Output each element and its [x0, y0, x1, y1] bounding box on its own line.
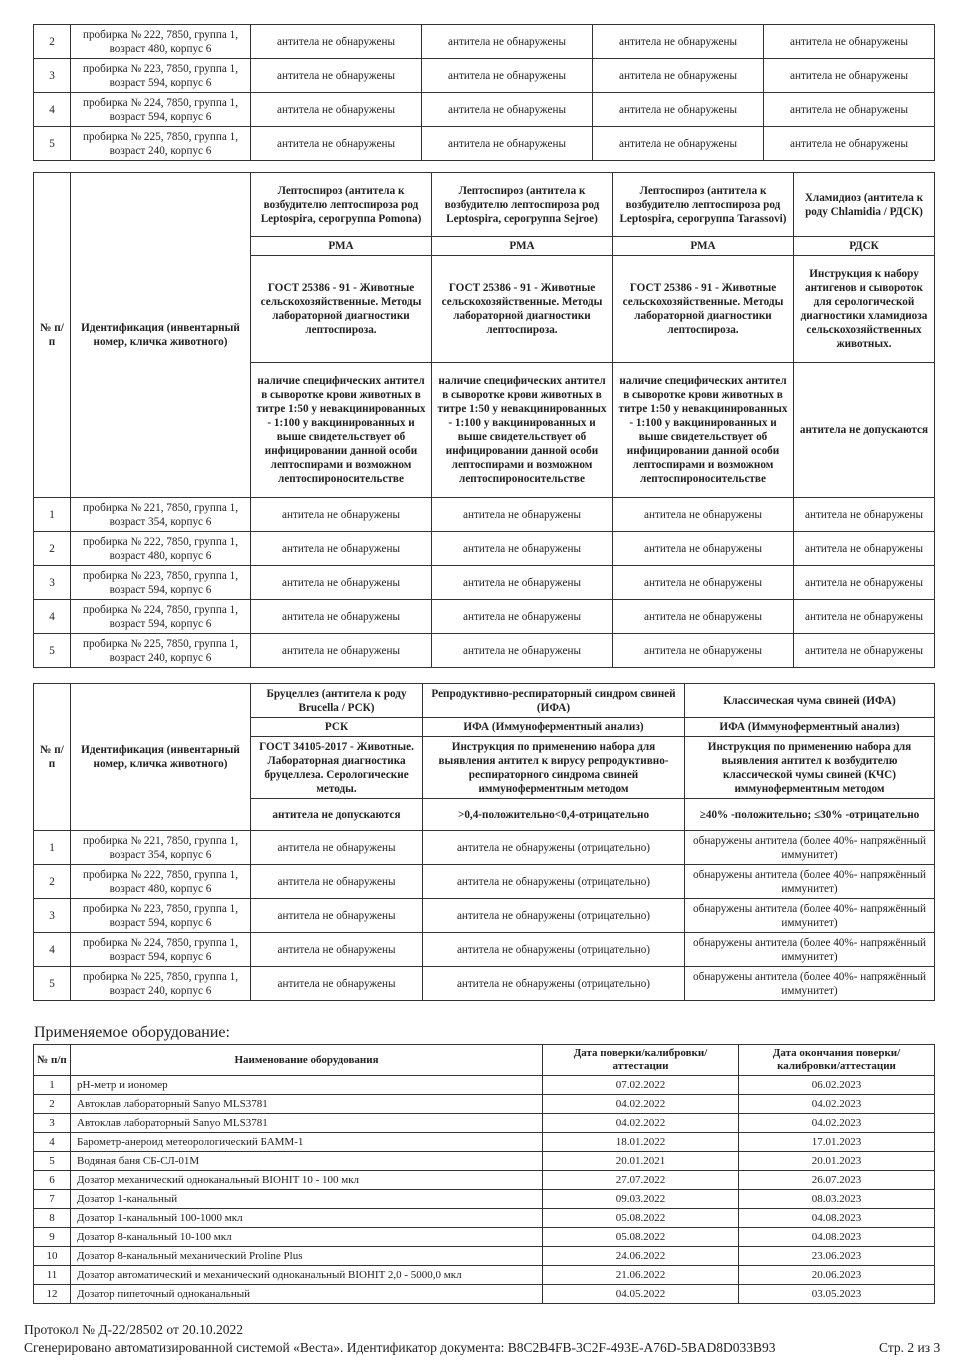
equipment-expiry-date: 03.05.2023 — [739, 1285, 935, 1304]
equipment-row — [34, 1247, 935, 1266]
equipment-check-date: 20.01.2021 — [543, 1152, 739, 1171]
equipment-expiry-date: 20.01.2023 — [739, 1152, 935, 1171]
result-cell: антитела не обнаружены — [613, 634, 794, 668]
test-name: Лептоспироз (антитела к возбудителю лептоспироза род Leptospira, серогруппа Sejroe) — [432, 173, 613, 237]
table-row — [34, 634, 935, 668]
table-row — [34, 566, 935, 600]
equipment-num: 10 — [34, 1247, 71, 1266]
equipment-header-num: № п/п — [34, 1045, 71, 1076]
footer-generated: Сгенерировано автоматизированной системой «Веста». Идентификатор документа: B8C2B4FB-3C2F-493E-A76D-5BAD8D033B93 — [24, 1340, 776, 1355]
equipment-expiry-date: 06.02.2023 — [739, 1076, 935, 1095]
result-cell: антитела не обнаружены — [251, 93, 422, 127]
test-method: ИФА (Иммуноферментный анализ) — [423, 718, 685, 737]
result-cell: антитела не обнаружены — [251, 25, 422, 59]
result-cell: антитела не обнаружены — [432, 600, 613, 634]
row-number: 3 — [34, 59, 71, 93]
header-num: № п/п — [34, 173, 71, 498]
sample-identification: пробирка № 221, 7850, группа 1, возраст 354, корпус 6 — [71, 498, 251, 532]
table-row — [34, 933, 935, 967]
equipment-check-date: 07.02.2022 — [543, 1076, 739, 1095]
test-name: Хламидиоз (антитела к роду Chlamidia / РДСК) — [794, 173, 935, 237]
equipment-name: Дозатор 8-канальный механический Proline Plus — [71, 1247, 543, 1266]
equipment-check-date: 18.01.2022 — [543, 1133, 739, 1152]
brucellosis-prrs-csf-table — [33, 683, 935, 1001]
result-cell: антитела не обнаружены — [794, 566, 935, 600]
equipment-row — [34, 1190, 935, 1209]
equipment-row — [34, 1152, 935, 1171]
result-cell: антитела не обнаружены (отрицательно) — [423, 967, 685, 1001]
test-name: Репродуктивно-респираторный синдром свиней (ИФА) — [423, 684, 685, 718]
sample-identification: пробирка № 222, 7850, группа 1, возраст 480, корпус 6 — [71, 25, 251, 59]
equipment-expiry-date: 23.06.2023 — [739, 1247, 935, 1266]
equipment-header-expiry: Дата окончания поверки/калибровки/аттестации — [739, 1045, 935, 1076]
test-doc: Инструкция по применению набора для выявления антител к возбудителю классической чумы свиней (КЧС) иммуноферментным методом — [685, 737, 935, 799]
row-number: 5 — [34, 634, 71, 668]
result-cell: антитела не обнаружены — [432, 532, 613, 566]
equipment-name: Дозатор механический одноканальный BIOHIT 10 - 100 мкл — [71, 1171, 543, 1190]
test-method: ИФА (Иммуноферментный анализ) — [685, 718, 935, 737]
equipment-header-row — [34, 1045, 935, 1076]
result-cell: антитела не обнаружены (отрицательно) — [423, 899, 685, 933]
row-number: 4 — [34, 600, 71, 634]
results-table-continued — [33, 24, 935, 161]
equipment-num: 9 — [34, 1228, 71, 1247]
result-cell: антитела не обнаружены — [432, 566, 613, 600]
table-row — [34, 59, 935, 93]
result-cell: антитела не обнаружены — [251, 865, 423, 899]
row-number: 3 — [34, 899, 71, 933]
sample-identification: пробирка № 223, 7850, группа 1, возраст 594, корпус 6 — [71, 566, 251, 600]
header-identification: Идентификация (инвентарный номер, кличка животного) — [71, 684, 251, 831]
equipment-name: Автоклав лабораторный Sanyo MLS3781 — [71, 1095, 543, 1114]
test-norm: >0,4-положительно<0,4-отрицательно — [423, 799, 685, 831]
equipment-row — [34, 1133, 935, 1152]
result-cell: антитела не обнаружены — [251, 634, 432, 668]
equipment-num: 3 — [34, 1114, 71, 1133]
equipment-expiry-date: 08.03.2023 — [739, 1190, 935, 1209]
equipment-expiry-date: 04.02.2023 — [739, 1095, 935, 1114]
row-number: 3 — [34, 566, 71, 600]
header-row-name — [34, 173, 935, 237]
result-cell: антитела не обнаружены (отрицательно) — [423, 865, 685, 899]
test-name: Бруцеллез (антитела к роду Brucella / РСК) — [251, 684, 423, 718]
test-name: Лептоспироз (антитела к возбудителю лептоспироза род Leptospira, серогруппа Pomona) — [251, 173, 432, 237]
test-norm: наличие специфических антител в сыворотке крови животных в титре 1:50 у невакцинированных - 1:100 у вакцинированных и выше свидетельствует об инфицировании данной особи лептоспирами и возможном лептоспироносительстве — [613, 363, 794, 498]
equipment-num: 8 — [34, 1209, 71, 1228]
test-method: РМА — [432, 237, 613, 256]
result-cell: антитела не обнаружены — [432, 498, 613, 532]
result-cell: антитела не обнаружены — [794, 498, 935, 532]
sample-identification: пробирка № 225, 7850, группа 1, возраст 240, корпус 6 — [71, 634, 251, 668]
equipment-check-date: 05.08.2022 — [543, 1209, 739, 1228]
test-name: Лептоспироз (антитела к возбудителю лептоспироза род Leptospira, серогруппа Tarassovi) — [613, 173, 794, 237]
equipment-name: Дозатор автоматический и механический одноканальный BIOHIT 2,0 - 5000,0 мкл — [71, 1266, 543, 1285]
result-cell: антитела не обнаружены — [432, 634, 613, 668]
equipment-num: 1 — [34, 1076, 71, 1095]
equipment-name: Дозатор 1-канальный 100-1000 мкл — [71, 1209, 543, 1228]
result-cell: антитела не обнаружены — [794, 600, 935, 634]
equipment-num: 5 — [34, 1152, 71, 1171]
result-cell: антитела не обнаружены (отрицательно) — [423, 933, 685, 967]
equipment-row — [34, 1076, 935, 1095]
equipment-name: Дозатор пипеточный одноканальный — [71, 1285, 543, 1304]
equipment-table — [33, 1044, 935, 1304]
result-cell: антитела не обнаружены — [764, 127, 935, 161]
test-doc: ГОСТ 25386 - 91 - Животные сельскохозяйственные. Методы лабораторной диагностики лептоспироза. — [613, 256, 794, 363]
result-cell: антитела не обнаружены — [251, 899, 423, 933]
test-method: РДСК — [794, 237, 935, 256]
equipment-expiry-date: 04.02.2023 — [739, 1114, 935, 1133]
equipment-name: Автоклав лабораторный Sanyo MLS3781 — [71, 1114, 543, 1133]
row-number: 4 — [34, 933, 71, 967]
result-cell: обнаружены антитела (более 40%- напряжённый иммунитет) — [685, 899, 935, 933]
result-cell: антитела не обнаружены — [794, 634, 935, 668]
table-row — [34, 865, 935, 899]
row-number: 4 — [34, 93, 71, 127]
header-num: № п/п — [34, 684, 71, 831]
table-row — [34, 532, 935, 566]
result-cell: антитела не обнаружены — [613, 566, 794, 600]
equipment-row — [34, 1285, 935, 1304]
equipment-header-name: Наименование оборудования — [71, 1045, 543, 1076]
equipment-row — [34, 1266, 935, 1285]
footer-protocol: Протокол № Д-22/28502 от 20.10.2022 — [24, 1322, 244, 1337]
result-cell: обнаружены антитела (более 40%- напряжённый иммунитет) — [685, 933, 935, 967]
equipment-num: 7 — [34, 1190, 71, 1209]
sample-identification: пробирка № 222, 7850, группа 1, возраст 480, корпус 6 — [71, 865, 251, 899]
result-cell: антитела не обнаружены — [593, 127, 764, 161]
table-row — [34, 127, 935, 161]
result-cell: антитела не обнаружены — [251, 967, 423, 1001]
equipment-check-date: 04.02.2022 — [543, 1114, 739, 1133]
row-number: 5 — [34, 127, 71, 161]
sample-identification: пробирка № 224, 7850, группа 1, возраст 594, корпус 6 — [71, 933, 251, 967]
result-cell: антитела не обнаружены — [251, 127, 422, 161]
result-cell: обнаружены антитела (более 40%- напряжённый иммунитет) — [685, 865, 935, 899]
equipment-name: pH-метр и иономер — [71, 1076, 543, 1095]
result-cell: обнаружены антитела (более 40%- напряжённый иммунитет) — [685, 967, 935, 1001]
equipment-check-date: 05.08.2022 — [543, 1228, 739, 1247]
result-cell: антитела не обнаружены — [593, 59, 764, 93]
table-row — [34, 93, 935, 127]
test-doc: Инструкция к набору антигенов и сывороток для серологической диагностики хламидиоза сельскохозяйственных животных. — [794, 256, 935, 363]
table-row — [34, 831, 935, 865]
result-cell: антитела не обнаружены — [794, 532, 935, 566]
equipment-row — [34, 1171, 935, 1190]
test-doc: ГОСТ 25386 - 91 - Животные сельскохозяйственные. Методы лабораторной диагностики лептоспироза. — [432, 256, 613, 363]
equipment-name: Водяная баня СБ-СЛ-01М — [71, 1152, 543, 1171]
result-cell: антитела не обнаружены — [613, 498, 794, 532]
test-doc: Инструкция по применению набора для выявления антител к вирусу репродуктивно-респираторного синдрома свиней иммуноферментным методом — [423, 737, 685, 799]
equipment-header-date: Дата поверки/калибровки/аттестации — [543, 1045, 739, 1076]
row-number: 2 — [34, 532, 71, 566]
equipment-check-date: 27.07.2022 — [543, 1171, 739, 1190]
row-number: 2 — [34, 865, 71, 899]
row-number: 1 — [34, 831, 71, 865]
equipment-check-date: 24.06.2022 — [543, 1247, 739, 1266]
table-row — [34, 967, 935, 1001]
table-row — [34, 600, 935, 634]
test-method: РСК — [251, 718, 423, 737]
row-number: 1 — [34, 498, 71, 532]
equipment-expiry-date: 20.06.2023 — [739, 1266, 935, 1285]
equipment-check-date: 04.02.2022 — [543, 1095, 739, 1114]
equipment-name: Дозатор 8-канальный 10-100 мкл — [71, 1228, 543, 1247]
equipment-row — [34, 1095, 935, 1114]
result-cell: антитела не обнаружены — [764, 59, 935, 93]
table-row — [34, 899, 935, 933]
row-number: 5 — [34, 967, 71, 1001]
result-cell: антитела не обнаружены — [251, 831, 423, 865]
footer-page-number: Стр. 2 из 3 — [879, 1340, 941, 1355]
equipment-expiry-date: 26.07.2023 — [739, 1171, 935, 1190]
equipment-num: 12 — [34, 1285, 71, 1304]
equipment-check-date: 09.03.2022 — [543, 1190, 739, 1209]
equipment-expiry-date: 04.08.2023 — [739, 1228, 935, 1247]
test-name: Классическая чума свиней (ИФА) — [685, 684, 935, 718]
equipment-row — [34, 1114, 935, 1133]
result-cell: антитела не обнаружены — [251, 566, 432, 600]
result-cell: антитела не обнаружены — [764, 25, 935, 59]
equipment-row — [34, 1209, 935, 1228]
equipment-name: Дозатор 1-канальный — [71, 1190, 543, 1209]
equipment-section-title: Применяемое оборудование: — [34, 1024, 230, 1041]
equipment-num: 6 — [34, 1171, 71, 1190]
result-cell: антитела не обнаружены — [422, 127, 593, 161]
result-cell: антитела не обнаружены — [251, 498, 432, 532]
table-row — [34, 25, 935, 59]
result-cell: антитела не обнаружены — [251, 933, 423, 967]
equipment-num: 2 — [34, 1095, 71, 1114]
result-cell: антитела не обнаружены — [422, 59, 593, 93]
test-norm: ≥40% -положительно; ≤30% -отрицательно — [685, 799, 935, 831]
result-cell: антитела не обнаружены (отрицательно) — [423, 831, 685, 865]
equipment-num: 4 — [34, 1133, 71, 1152]
result-cell: антитела не обнаружены — [593, 25, 764, 59]
result-cell: антитела не обнаружены — [251, 600, 432, 634]
equipment-check-date: 04.05.2022 — [543, 1285, 739, 1304]
leptospirosis-chlamydia-table — [33, 172, 935, 668]
test-norm: наличие специфических антител в сыворотке крови животных в титре 1:50 у невакцинированных - 1:100 у вакцинированных и выше свидетельствует об инфицировании данной особи лептоспирами и возможном лептоспироносительстве — [251, 363, 432, 498]
sample-identification: пробирка № 225, 7850, группа 1, возраст 240, корпус 6 — [71, 127, 251, 161]
test-norm: антитела не допускаются — [794, 363, 935, 498]
test-method: РМА — [613, 237, 794, 256]
sample-identification: пробирка № 221, 7850, группа 1, возраст 354, корпус 6 — [71, 831, 251, 865]
sample-identification: пробирка № 223, 7850, группа 1, возраст 594, корпус 6 — [71, 59, 251, 93]
sample-identification: пробирка № 223, 7850, группа 1, возраст 594, корпус 6 — [71, 899, 251, 933]
equipment-expiry-date: 17.01.2023 — [739, 1133, 935, 1152]
equipment-num: 11 — [34, 1266, 71, 1285]
result-cell: антитела не обнаружены — [422, 93, 593, 127]
table-row — [34, 498, 935, 532]
sample-identification: пробирка № 224, 7850, группа 1, возраст 594, корпус 6 — [71, 93, 251, 127]
sample-identification: пробирка № 225, 7850, группа 1, возраст 240, корпус 6 — [71, 967, 251, 1001]
row-number: 2 — [34, 25, 71, 59]
result-cell: антитела не обнаружены — [764, 93, 935, 127]
equipment-expiry-date: 04.08.2023 — [739, 1209, 935, 1228]
test-method: РМА — [251, 237, 432, 256]
test-doc: ГОСТ 25386 - 91 - Животные сельскохозяйственные. Методы лабораторной диагностики лептоспироза. — [251, 256, 432, 363]
result-cell: антитела не обнаружены — [422, 25, 593, 59]
result-cell: обнаружены антитела (более 40%- напряжённый иммунитет) — [685, 831, 935, 865]
equipment-row — [34, 1228, 935, 1247]
test-norm: антитела не допускаются — [251, 799, 423, 831]
test-norm: наличие специфических антител в сыворотке крови животных в титре 1:50 у невакцинированных - 1:100 у вакцинированных и выше свидетельствует об инфицировании данной особи лептоспирами и возможном лептоспироносительстве — [432, 363, 613, 498]
result-cell: антитела не обнаружены — [251, 532, 432, 566]
sample-identification: пробирка № 222, 7850, группа 1, возраст 480, корпус 6 — [71, 532, 251, 566]
test-doc: ГОСТ 34105-2017 - Животные. Лабораторная диагностика бруцеллеза. Серологические методы. — [251, 737, 423, 799]
equipment-check-date: 21.06.2022 — [543, 1266, 739, 1285]
result-cell: антитела не обнаружены — [593, 93, 764, 127]
equipment-name: Барометр-анероид метеорологический БАММ-1 — [71, 1133, 543, 1152]
header-identification: Идентификация (инвентарный номер, кличка животного) — [71, 173, 251, 498]
result-cell: антитела не обнаружены — [613, 600, 794, 634]
result-cell: антитела не обнаружены — [251, 59, 422, 93]
result-cell: антитела не обнаружены — [613, 532, 794, 566]
sample-identification: пробирка № 224, 7850, группа 1, возраст 594, корпус 6 — [71, 600, 251, 634]
header-row-name — [34, 684, 935, 718]
